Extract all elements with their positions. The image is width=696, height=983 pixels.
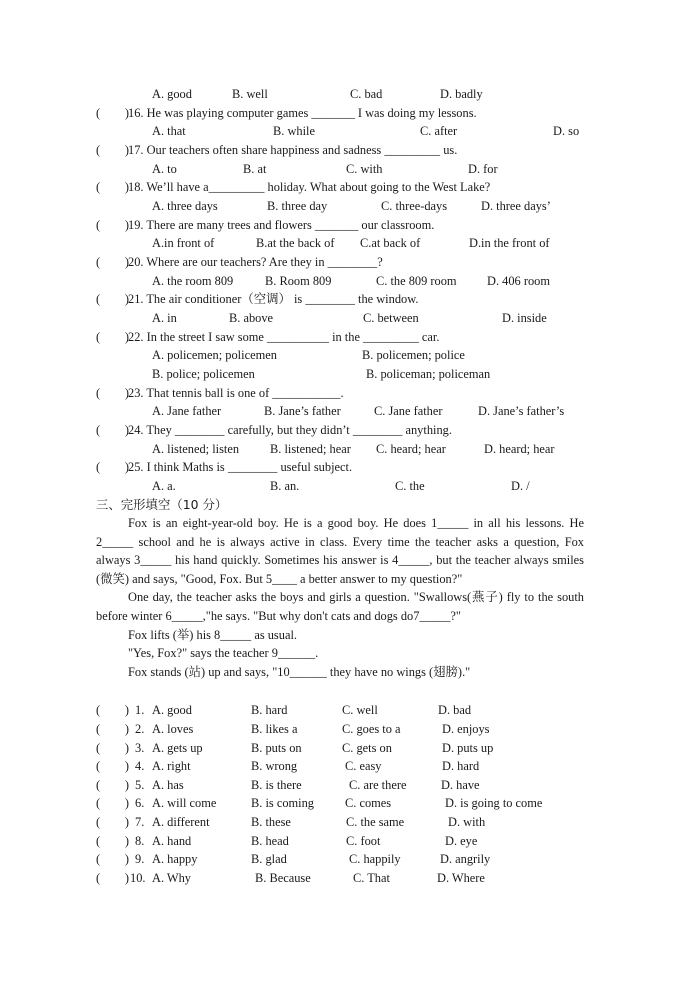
option-c: C. comes — [345, 796, 392, 810]
answer-bracket: ( ) — [96, 180, 130, 194]
answer-bracket: ( ) — [96, 759, 130, 773]
option-a: A. to — [152, 162, 177, 176]
question-number: 7. — [135, 815, 145, 829]
passage-paragraph: Fox is an eight-year-old boy. He is a good boy. He does 1_____ in all his lessons. He 2_____ school and he is always active in class. Every time the teacher asks a question, Fox always 3_____ his hand quickly. Sometimes his answer is 4_____, but the teacher always smiles (微笑) and says, "Good, Fox. But 5____ a better answer to my question?" — [96, 516, 584, 586]
option-a: A. will come — [152, 796, 217, 810]
question-stem: 17. Our teachers often share happiness and sadness _________ us. — [128, 143, 458, 157]
answer-bracket: ( ) — [96, 703, 130, 717]
option-b: B.at the back of — [256, 236, 335, 250]
option-b: B. hard — [251, 703, 288, 717]
answer-bracket: ( ) — [96, 106, 130, 120]
option-b: B. policemen; police — [362, 348, 465, 362]
option-d: D. three days’ — [481, 199, 551, 213]
answer-bracket: ( ) — [96, 741, 130, 755]
option-b: B. is coming — [251, 796, 314, 810]
option-b: B. an. — [270, 479, 300, 493]
question-number: 6. — [135, 796, 145, 810]
option-b: B. while — [273, 124, 315, 138]
option-b: B. well — [232, 87, 268, 101]
option-d: B. policeman; policeman — [366, 367, 491, 381]
option-c: C. That — [353, 871, 390, 885]
option-b: B. above — [229, 311, 274, 325]
option-a: A. Jane father — [152, 404, 222, 418]
option-c: C. well — [342, 703, 378, 717]
cloze-passage — [96, 514, 584, 681]
section-heading: 三、完形填空（10 分） — [96, 497, 228, 512]
option-a: A. different — [152, 815, 210, 829]
option-d: D. enjoys — [442, 722, 490, 736]
question-number: 3. — [135, 741, 145, 755]
option-d: D. 406 room — [487, 274, 550, 288]
option-b: B. Jane’s father — [264, 404, 341, 418]
option-a: A. a. — [152, 479, 176, 493]
question-stem: 25. I think Maths is ________ useful subject. — [128, 460, 353, 474]
question-number: 4. — [135, 759, 145, 773]
option-a: A. gets up — [152, 741, 203, 755]
option-d: D. / — [511, 479, 530, 493]
option-d: D. hard — [442, 759, 480, 773]
question-stem: 22. In the street I saw some __________ in the _________ car. — [128, 330, 440, 344]
option-a: A. listened; listen — [152, 442, 240, 456]
option-a: A. good — [152, 703, 192, 717]
answer-bracket: ( ) — [96, 834, 130, 848]
question-number: 5. — [135, 778, 145, 792]
option-c: C. the same — [346, 815, 405, 829]
option-a: A. Why — [152, 871, 192, 885]
option-c: C. goes to a — [342, 722, 401, 736]
option-b: B. Because — [255, 871, 311, 885]
option-d: D. eye — [445, 834, 478, 848]
option-a: A. loves — [152, 722, 194, 736]
option-b: B. listened; hear — [270, 442, 351, 456]
passage-paragraph: One day, the teacher asks the boys and girls a question. "Swallows(燕子) fly to the south before winter 6_____,"he says. "But why don't cats and dogs do7_____?" — [96, 590, 584, 623]
option-d: D. have — [441, 778, 480, 792]
option-d: D. puts up — [442, 741, 494, 755]
option-b: B. head — [251, 834, 289, 848]
option-b: B. puts on — [251, 741, 302, 755]
answer-bracket: ( ) — [96, 386, 130, 400]
option-a: A. hand — [152, 834, 192, 848]
option-c: C. easy — [345, 759, 382, 773]
answer-bracket: ( ) — [96, 796, 130, 810]
option-a: A. right — [152, 759, 191, 773]
option-d: D. heard; hear — [484, 442, 555, 456]
question-stem: 24. They ________ carefully, but they didn’t ________ anything. — [128, 423, 452, 437]
option-c: C. three-days — [381, 199, 448, 213]
option-a: A. the room 809 — [152, 274, 234, 288]
option-c: C. heard; hear — [376, 442, 446, 456]
option-d: D. for — [468, 162, 498, 176]
option-c: C. foot — [346, 834, 381, 848]
question-number: 9. — [135, 852, 145, 866]
answer-bracket: ( ) — [96, 143, 130, 157]
option-b: B. wrong — [251, 759, 298, 773]
option-d: D.in the front of — [469, 236, 550, 250]
option-b: B. three day — [267, 199, 328, 213]
answer-bracket: ( ) — [96, 815, 130, 829]
answer-bracket: ( ) — [96, 255, 130, 269]
option-b: B. at — [243, 162, 267, 176]
option-b: B. glad — [251, 852, 287, 866]
option-c: C. are there — [349, 778, 407, 792]
question-stem: 21. The air conditioner（空调） is ________ the window. — [128, 292, 419, 306]
option-c: C. after — [420, 124, 458, 138]
option-a: A.in front of — [152, 236, 215, 250]
question-number: 1. — [135, 703, 145, 717]
question-number: 10. — [130, 871, 146, 885]
option-b: B. Room 809 — [265, 274, 332, 288]
option-d: D. Where — [437, 871, 485, 885]
passage-paragraph: Fox stands (站) up and says, "10______ they have no wings (翅膀)." — [128, 664, 471, 679]
option-d: D. is going to come — [445, 796, 543, 810]
option-c: C. Jane father — [374, 404, 443, 418]
option-d: D. Jane’s father’s — [478, 404, 565, 418]
option-c: C. happily — [349, 852, 401, 866]
answer-bracket: ( ) — [96, 852, 130, 866]
question-stem: 20. Where are our teachers? Are they in ________? — [128, 255, 383, 269]
option-c: C. bad — [350, 87, 383, 101]
option-d: D. so — [553, 124, 580, 138]
option-c: C. with — [346, 162, 383, 176]
question-stem: 18. We’ll have a_________ holiday. What about going to the West Lake? — [128, 180, 491, 194]
option-c: B. police; policemen — [152, 367, 255, 381]
option-a: A. in — [152, 311, 177, 325]
option-b: B. likes a — [251, 722, 298, 736]
option-d: D. inside — [502, 311, 547, 325]
question-stem: 16. He was playing computer games _______ I was doing my lessons. — [128, 106, 477, 120]
passage-paragraph: "Yes, Fox?" says the teacher 9______. — [128, 646, 319, 661]
option-c: C. the 809 room — [376, 274, 457, 288]
question-stem: 19. There are many trees and flowers _______ our classroom. — [128, 218, 435, 232]
option-a: A. that — [152, 124, 186, 138]
passage-paragraph: Fox lifts (举) his 8_____ as usual. — [128, 627, 297, 642]
option-a: A. three days — [152, 199, 218, 213]
option-d: D. bad — [438, 703, 472, 717]
option-d: D. badly — [440, 87, 483, 101]
option-a: A. happy — [152, 852, 198, 866]
option-b: B. these — [251, 815, 291, 829]
answer-bracket: ( ) — [96, 871, 130, 885]
question-number: 2. — [135, 722, 145, 736]
option-b: B. is there — [251, 778, 302, 792]
answer-bracket: ( ) — [96, 460, 130, 474]
option-c: C. between — [363, 311, 419, 325]
answer-bracket: ( ) — [96, 330, 130, 344]
answer-bracket: ( ) — [96, 722, 130, 736]
answer-bracket: ( ) — [96, 218, 130, 232]
question-number: 8. — [135, 834, 145, 848]
option-a: A. has — [152, 778, 184, 792]
option-c: C. gets on — [342, 741, 392, 755]
option-d: D. angrily — [440, 852, 491, 866]
option-c: C. the — [395, 479, 425, 493]
option-a: A. good — [152, 87, 192, 101]
answer-bracket: ( ) — [96, 292, 130, 306]
option-c: C.at back of — [360, 236, 421, 250]
answer-bracket: ( ) — [96, 423, 130, 437]
answer-bracket: ( ) — [96, 778, 130, 792]
option-a: A. policemen; policemen — [152, 348, 277, 362]
option-d: D. with — [448, 815, 486, 829]
question-stem: 23. That tennis ball is one of ___________. — [128, 386, 344, 400]
